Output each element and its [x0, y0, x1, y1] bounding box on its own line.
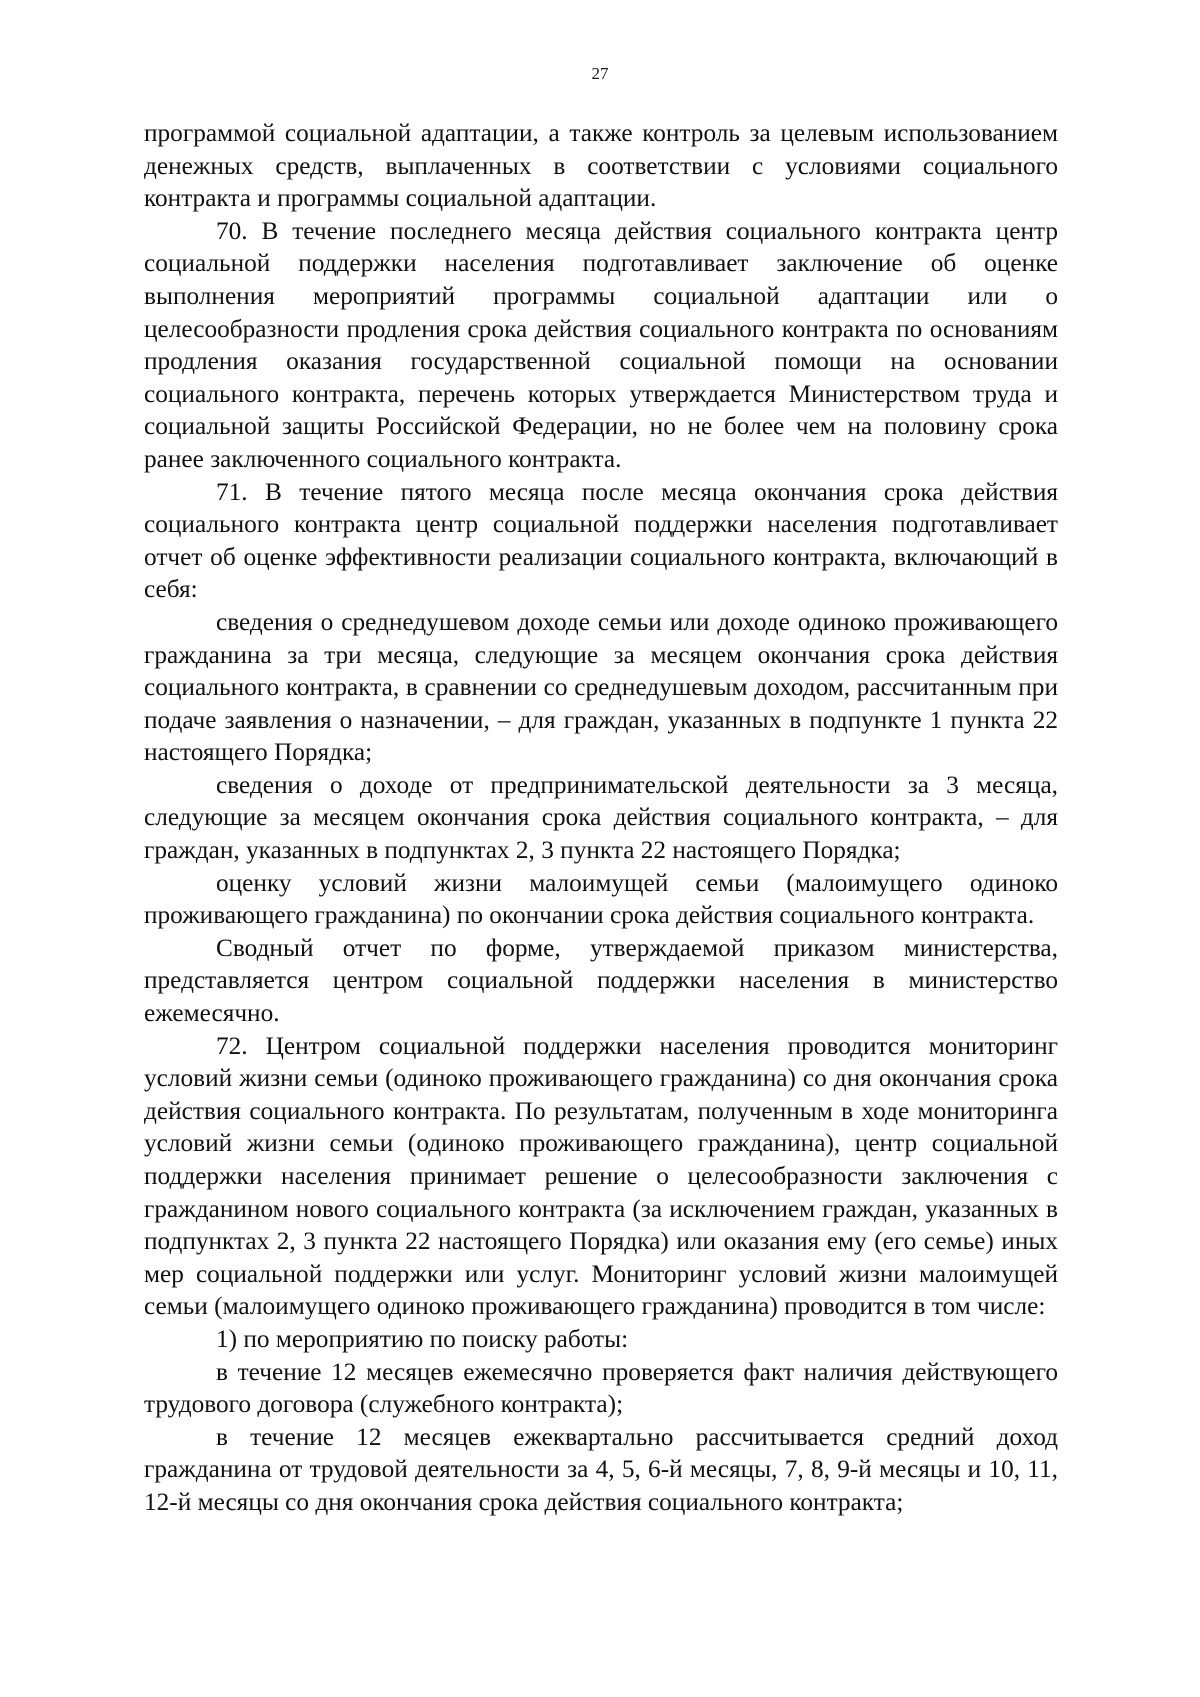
- paragraph-summary-report: Сводный отчет по форме, утверждаемой приказом министерства, представляется центром социальной поддержки населения в министерство ежемесячно.: [144, 933, 1058, 1028]
- paragraph-monthly-check: в течение 12 месяцев ежемесячно проверяется факт наличия действующего трудового договора (служебного контракта);: [144, 1357, 1058, 1419]
- paragraph-business-income: сведения о доходе от предпринимательской деятельности за 3 месяца, следующие за месяцем окончания срока действия социального контракта, – для граждан, указанных в подпунктах 2, 3 пункта 22 настоящего Порядка;: [144, 770, 1058, 865]
- paragraph-continuation: программой социальной адаптации, а также контроль за целевым использованием денежных средств, выплаченных в соответствии с условиями социального контракта и программы социальной адаптации.: [144, 119, 1058, 213]
- paragraph-item-70: 70. В течение последнего месяца действия социального контракта центр социальной поддержки населения подготавливает заключение об оценке выполнения мероприятий программы социальной адаптации или о целесообразности продления срока действия социального контракта по основаниям продления оказания государственной социальной помощи на основании социального контракта, перечень которых утверждается Министерством труда и социальной защиты Российской Федерации, но не более чем на половину срока ранее заключенного социального контракта.: [144, 216, 1058, 473]
- paragraph-living-conditions: оценку условий жизни малоимущей семьи (малоимущего одиноко проживающего гражданина) по окончании срока действия социального контракта.: [144, 868, 1058, 930]
- document-body: [144, 117, 1058, 1519]
- paragraph-income-info: сведения о среднедушевом доходе семьи или доходе одиноко проживающего гражданина за три месяца, следующие за месяцем окончания срока действия социального контракта, в сравнении со среднедушевым доходом, рассчитанным при подаче заявления о назначении, – для граждан, указанных в подпункте 1 пункта 22 настоящего Порядка;: [144, 607, 1058, 767]
- paragraph-subitem-1: 1) по мероприятию по поиску работы:: [216, 1324, 629, 1353]
- page-number: 27: [591, 64, 609, 83]
- paragraph-item-72: 72. Центром социальной поддержки населения проводится мониторинг условий жизни семьи (одиноко проживающего гражданина) со дня окончания срока действия социального контракта. По результатам, полученным в ходе мониторинга условий жизни семьи (одиноко проживающего гражданина), центр социальной поддержки населения принимает решение о целесообразности заключения с гражданином нового социального контракта (за исключением граждан, указанных в подпунктах 2, 3 пункта 22 настоящего Порядка) или оказания ему (его семье) иных мер социальной поддержки или услуг. Мониторинг условий жизни малоимущей семьи (малоимущего одиноко проживающего гражданина) проводится в том числе:: [144, 1031, 1058, 1321]
- paragraph-quarterly-income: в течение 12 месяцев ежеквартально рассчитывается средний доход гражданина от трудовой деятельности за 4, 5, 6-й месяцы, 7, 8, 9-й месяцы и 10, 11, 12-й месяцы со дня окончания срока действия социального контракта;: [144, 1422, 1058, 1516]
- paragraph-item-71: 71. В течение пятого месяца после месяца окончания срока действия социального контракта центр социальной поддержки населения подготавливает отчет об оценке эффективности реализации социального контракта, включающий в себя:: [144, 477, 1058, 604]
